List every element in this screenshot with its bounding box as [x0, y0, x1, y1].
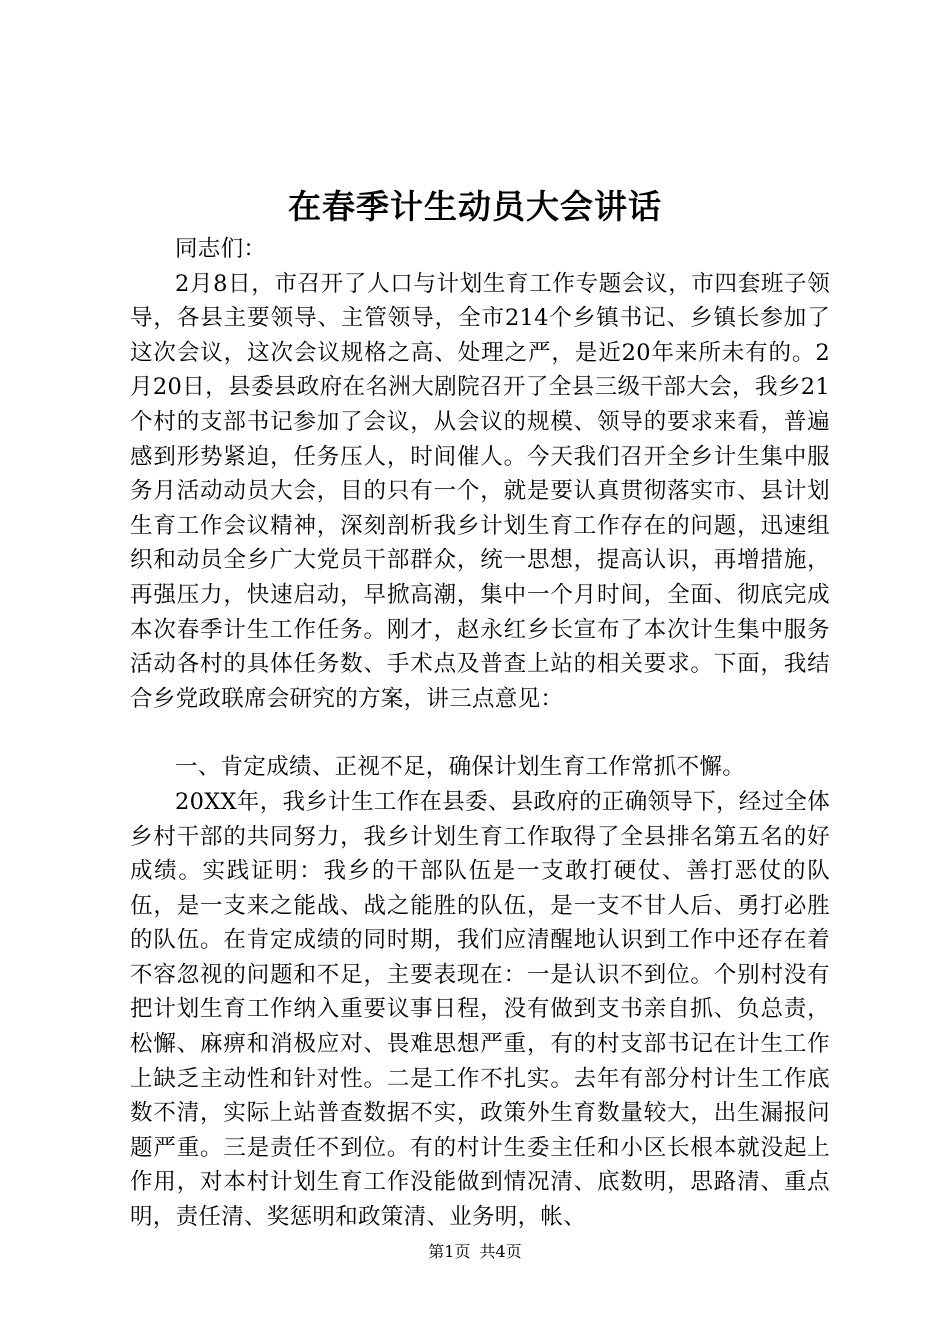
page-number: 第1页 — [428, 1242, 471, 1261]
paragraph-2: 20XX年，我乡计生工作在县委、县政府的正确领导下，经过全体乡村干部的共同努力，我乡计划生育工作取得了全县排名第五名的好成绩。实践证明：我乡的干部队伍是一支敢打硬仗、善打恶仗的队伍，是一支来之能战、战之能胜的队伍，是一支不甘人后、勇打必胜的队伍。在肯定成绩的同时期，我们应清醒地认识到工作中还存在着不容忽视的问题和不足，主要表现在：一是认识不到位。个别村没有把计划生育工作纳入重要议事日程，没有做到支书亲自抓、负总责，松懈、麻痹和消极应对、畏难思想严重，有的村支部书记在计生工作上缺乏主动性和针对性。二是工作不扎实。去年有部分村计生工作底数不清，实际上站普查数据不实，政策外生育数量较大，出生漏报问题严重。三是责任不到位。有的村计生委主任和小区长根本就没起上作用，对本村计划生育工作没能做到情况清、底数明，思路清、重点明，责任清、奖惩明和政策清、业务明，帐、 — [130, 788, 830, 1231]
page-total: 共4页 — [479, 1242, 522, 1261]
section-heading-1: 一、肯定成绩、正视不足，确保计划生育工作常抓不懈。 — [175, 754, 746, 781]
document-title: 在春季计生动员大会讲话 — [288, 187, 662, 226]
page-footer — [0, 1241, 950, 1263]
salutation: 同志们： — [175, 236, 267, 262]
document-body — [130, 232, 830, 1235]
paragraph-1: 2月8日，市召开了人口与计划生育工作专题会议，市四套班子领导，各县主要领导、主管领导，全市214个乡镇书记、乡镇长参加了这次会议，这次会议规格之高、处理之严，是近20年来所未有的。2月20日，县委县政府在名洲大剧院召开了全县三级干部大会，我乡21个村的支部书记参加了会议，从会议的规模、领导的要求来看，普遍感到形势紧迫，任务压人，时间催人。今天我们召开全乡计生集中服务月活动动员大会，目的只有一个，就是要认真贯彻落实市、县计划生育工作会议精神，深刻剖析我乡计划生育工作存在的问题，迅速组织和动员全乡广大党员干部群众，统一思想，提高认识，再增措施，再强压力，快速启动，早掀高潮，集中一个月时间，全面、彻底完成本次春季计生工作任务。刚才，赵永红乡长宣布了本次计生集中服务活动各村的具体任务数、手术点及普查上站的相关要求。下面，我结合乡党政联席会研究的方案，讲三点意见： — [130, 270, 830, 712]
